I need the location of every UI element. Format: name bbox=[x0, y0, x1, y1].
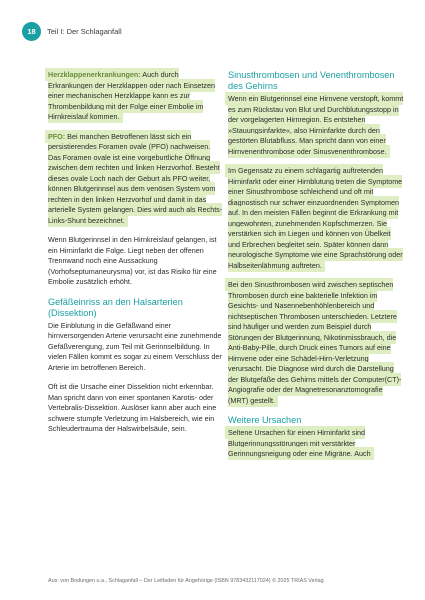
paragraph-herzklappen bbox=[48, 70, 224, 123]
highlight-sinus-1: Wenn ein Blutgerinnsel eine Hirnvene verstopft, kommt es zum Rückstau von Blut und Durchblutungsstopp in der vorgelagerten Hirnregion. Es entstehen »Stauungsinfarkte«, also Hirninfarkte durch den gestörten Blutabfluss. Man spricht dann von einer Hirnvenenthrombose oder Sinusvenenthrombose. bbox=[225, 92, 403, 158]
paragraph-sinus-2 bbox=[228, 166, 404, 271]
text-herzklappen: Auch durch Erkrankungen der Herzklappen oder nach Einsetzen einer mechanischen Herzklappe kann es zur Thrombenbildung mit der Folge einer Embolie im Hirnkreislauf kommen. bbox=[48, 70, 216, 121]
heading-weitere-ursachen: Weitere Ursachen bbox=[228, 415, 302, 425]
highlight-weitere-ursachen: Seltene Ursachen für einen Hirninfarkt sind Blutgerinnungsstörungen mit verstärkter Gerinnungsneigung oder eine Migräne. Auch bbox=[225, 426, 374, 460]
highlight-sinus-2: Im Gegensatz zu einem schlagartig auftretenden Hirninfarkt oder einer Hirnblutung treten die Symptome einer Sinusthrombose schleichend und oft mit diagnostisch nur schwer einzuordnenden Symptomen auf. In den meisten Fällen beginnt die Erkrankung mit ungewohnten, zunehmenden Kopfschmerzen. Sie verstärken sich im Liegen und können von Übelkeit und Erbrechen begleitet sein. Später können dann neurologische Symptome wie eine Sprachstörung oder Halbseitenlähmung auftreten. bbox=[225, 164, 403, 272]
paragraph-weitere-ursachen bbox=[228, 428, 404, 460]
paragraph-dissektion-2: Oft ist die Ursache einer Dissektion nicht erkennbar. Man spricht dann von einer spontanen Karotis- oder Vertebralis-Dissektion. Auslöser kann aber auch eine schwere stumpfe Verletzung im Halsbereich, wie ein Schleudertrauma der Halswirbelsäule, sein. bbox=[48, 382, 217, 433]
highlight-sinus-3: Bei den Sinusthrombosen wird zwischen septischen Thrombosen durch eine bakterielle Infektion im Gesichts- und Nasennebenhöhlenbereich und nichtseptischen Thrombosen unterschieden. Letztere sind häufiger und werden zum Beispiel durch Störungen der Blutgerinnung, Nikotinmissbrauch, die Anti-Baby-Pille, durch Druck eines Tumors auf eine Hirnvene oder eine Schädel-Hirn-Verletzung verursacht. Die Diagnose wird durch die Darstellung der Blutgefäße des Gehirns mittels der Computer(CT)-Angiografie oder der Magnetresonanztomografie (MRT) gestellt. bbox=[225, 278, 401, 407]
paragraph-sinus-3 bbox=[228, 280, 404, 406]
paragraph-sinus-1 bbox=[228, 94, 404, 157]
paragraph-dissektion-1: Die Einblutung in die Gefäßwand einer hirnversorgenden Arterie verursacht eine zunehmende Gefäßverengung, zum Teil mit Gerinnselbildung. In vielen Fällen kommt es sogar zu einem Verschluss der Arterie im betroffenen Bereich. bbox=[48, 320, 222, 372]
left-column bbox=[48, 70, 224, 444]
heading-sinusthrombosen: Sinusthrombosen und Venenthrombosen des Gehirns bbox=[228, 70, 395, 91]
page-number: 18 bbox=[22, 22, 41, 41]
term-pfo: PFO: bbox=[48, 131, 66, 141]
paragraph-embolie: Wenn Blutgerinnsel in den Hirnkreislauf gelangen, ist ein Hirninfarkt die Folge. Liegt neben der offenen Trennwand noch eine Aussackung (Vorhofseptumaneurysma) vor, ist das Risiko für eine Embolie zusätzlich erhöht. bbox=[48, 235, 217, 286]
right-column bbox=[228, 70, 404, 469]
heading-dissektion: Gefäßeinriss an den Halsarterien (Dissektion) bbox=[48, 296, 183, 318]
text-pfo: Bei manchen Betroffenen lässt sich ein persistierendes Foramen ovale (PFO) nachweisen. Das Foramen ovale ist eine vorgeburtliche Öffnung zwischen dem rechten und linken Herzvorhof. Besteht dieses ovale Loch nach der Geburt als PFO weiter, können Blutgerinnsel aus dem venösen System vom rechten in den linken Herzvorhof und damit in das arterielle System gelangen. Dies wird auch als Rechts-Links-Shunt bezeichnet. bbox=[48, 131, 223, 225]
section-title: Teil I: Der Schlaganfall bbox=[47, 27, 122, 36]
paragraph-pfo bbox=[48, 132, 224, 227]
page-footer: Aus: von Bodungen u.a., Schlaganfall – Der Leitfaden für Angehörige (ISBN 9783432117024) © 2025 TRIAS Verlag bbox=[48, 578, 324, 584]
highlight-pfo bbox=[45, 130, 222, 227]
term-herzklappen: Herzklappenerkrankungen: bbox=[48, 70, 141, 79]
highlight-herzklappen bbox=[45, 68, 215, 123]
page-header bbox=[22, 22, 122, 41]
